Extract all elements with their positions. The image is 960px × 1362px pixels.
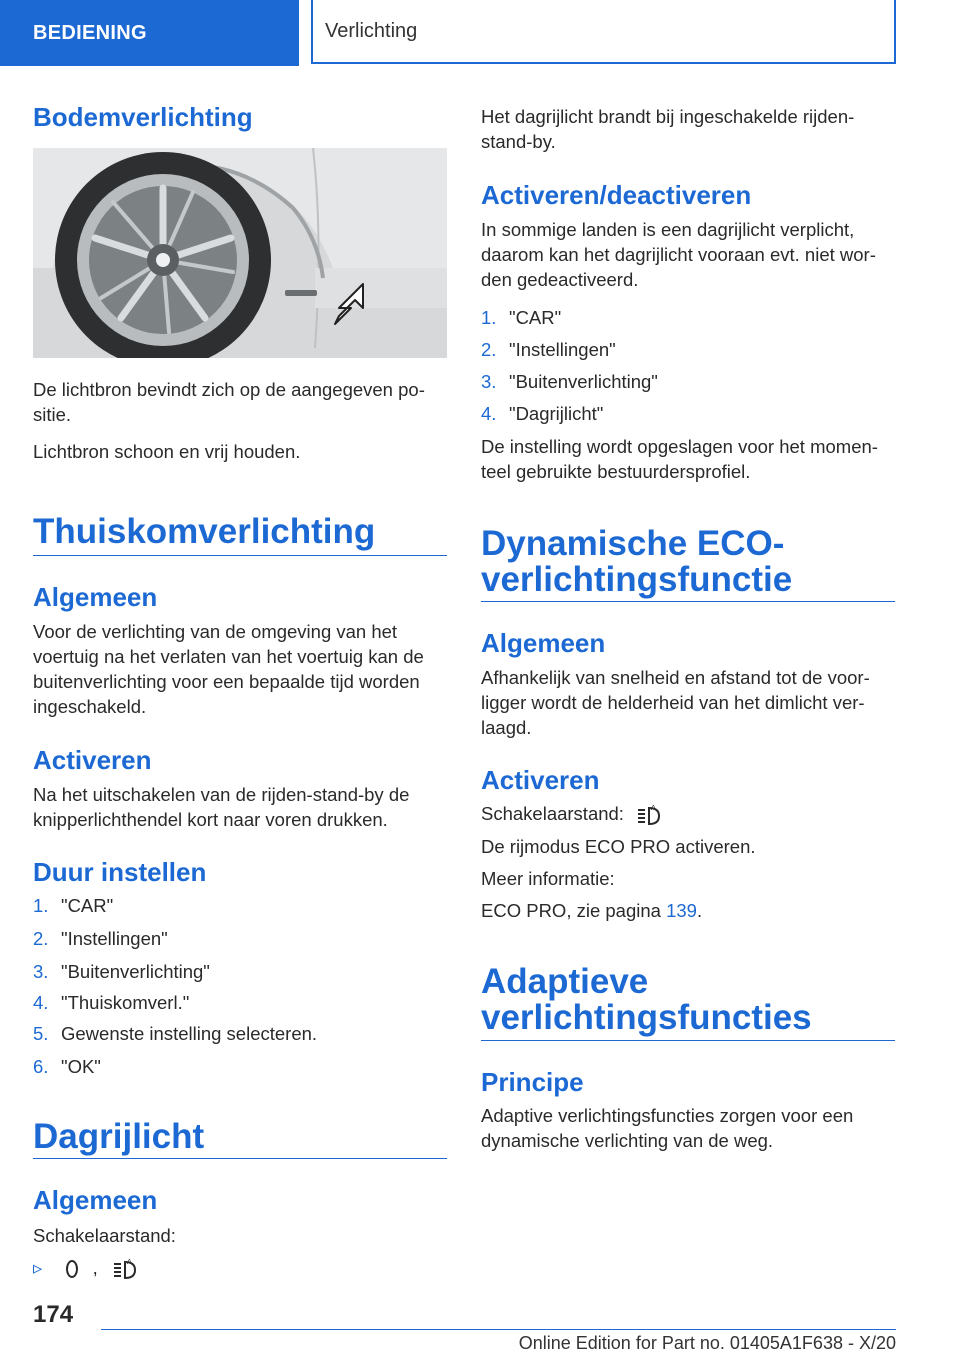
chapter-header [311, 0, 896, 64]
heading-adaptieve-line1: Adaptieve [481, 962, 649, 1001]
svg-text:A: A [126, 1258, 132, 1267]
heading-eco-line1: Dynamische ECO- [481, 524, 785, 563]
car-wheel-illustration [33, 148, 447, 358]
bodem-text-2: Lichtbron schoon en vrij houden. [33, 441, 301, 462]
paragraph-line: dynamische verlichting van de weg. [481, 1130, 774, 1151]
switch-positions-row [33, 1256, 447, 1281]
paragraph-line: Adaptive verlichtingsfuncties zorgen voor een [481, 1105, 854, 1126]
paragraph-line: laagd. [481, 717, 532, 738]
light-off-icon [65, 1259, 79, 1279]
paragraph-line: Na het uitschakelen van de rijden-stand-by de [33, 784, 410, 805]
schakelaarstand-label: Schakelaarstand: [33, 1225, 176, 1246]
paragraph-line: den gedeactiveerd. [481, 269, 639, 290]
paragraph-line: ligger wordt de helderheid van het dimlicht ver- [481, 692, 865, 713]
page-reference [481, 899, 895, 924]
footer-rule [101, 1329, 896, 1330]
paragraph-line: De rijmodus ECO PRO activeren. [481, 836, 756, 857]
heading-principe: Principe [481, 1067, 584, 1097]
paragraph-line: knipperlichthendel kort naar voren drukken. [33, 809, 388, 830]
auto-light-icon [113, 1258, 137, 1280]
heading-thuiskomverlichting: Thuiskomverlichting [33, 512, 376, 551]
paragraph-line: ingeschakeld. [33, 696, 147, 717]
page-link[interactable]: 139 [666, 900, 697, 921]
heading-algemeen-eco: Algemeen [481, 628, 606, 658]
heading-rule [481, 601, 895, 602]
heading-rule [33, 555, 447, 556]
paragraph-line: De instelling wordt opgeslagen voor het momen- [481, 436, 878, 457]
auto-light-icon [637, 804, 661, 826]
schakelaarstand-label: Schakelaarstand: [481, 803, 624, 824]
paragraph-line: Het dagrijlicht brandt bij ingeschakelde rijden- [481, 106, 855, 127]
heading-eco-line2: verlichtingsfunctie [481, 560, 793, 599]
heading-rule [481, 1040, 895, 1041]
bodem-text-1: De lichtbron bevindt zich op de aangegeven po- [33, 379, 425, 400]
paragraph-line: voertuig na het verlaten van het voertuig kan de [33, 646, 424, 667]
heading-activeren-eco: Activeren [481, 765, 600, 795]
heading-rule [33, 1158, 447, 1159]
heading-duur-instellen: Duur instellen [33, 857, 207, 887]
paragraph-line: Meer informatie: [481, 868, 615, 889]
paragraph-line: teel gebruikte bestuurdersprofiel. [481, 461, 751, 482]
paragraph-line: buitenverlichting voor een bepaalde tijd worden [33, 671, 420, 692]
paragraph-line: daarom kan het dagrijlicht vooraan evt. niet wor- [481, 244, 876, 265]
edition-text: Online Edition for Part no. 01405A1F638 - X/20 [518, 1333, 896, 1353]
chapter-title: Verlichting [325, 19, 418, 42]
reference-end: . [696, 900, 703, 921]
paragraph-line: stand-by. [481, 131, 556, 152]
heading-adaptieve-line2: verlichtingsfuncties [481, 998, 812, 1037]
heading-algemeen-dag: Algemeen [33, 1185, 158, 1215]
heading-algemeen: Algemeen [33, 582, 158, 612]
section-title: BEDIENING [33, 21, 147, 44]
paragraph-line: In sommige landen is een dagrijlicht verplicht, [481, 219, 855, 240]
heading-activeren-deactiveren: Activeren/deactiveren [481, 180, 752, 210]
heading-activeren: Activeren [33, 745, 152, 775]
paragraph-line: Voor de verlichting van de omgeving van het [33, 621, 398, 642]
section-tab [0, 0, 299, 66]
separator: , [92, 1257, 98, 1278]
reference-text: ECO PRO, zie pagina [481, 900, 661, 921]
svg-text:A: A [651, 804, 656, 813]
page-number: 174 [33, 1301, 74, 1328]
heading-dagrijlicht: Dagrijlicht [33, 1117, 205, 1156]
bodem-text-1b: sitie. [33, 404, 72, 425]
paragraph-line: Afhankelijk van snelheid en afstand tot de voor- [481, 667, 870, 688]
bullet: ▹ [33, 1257, 43, 1278]
heading-bodemverlichting: Bodemverlichting [33, 102, 253, 132]
schakelaarstand-row [481, 802, 895, 827]
